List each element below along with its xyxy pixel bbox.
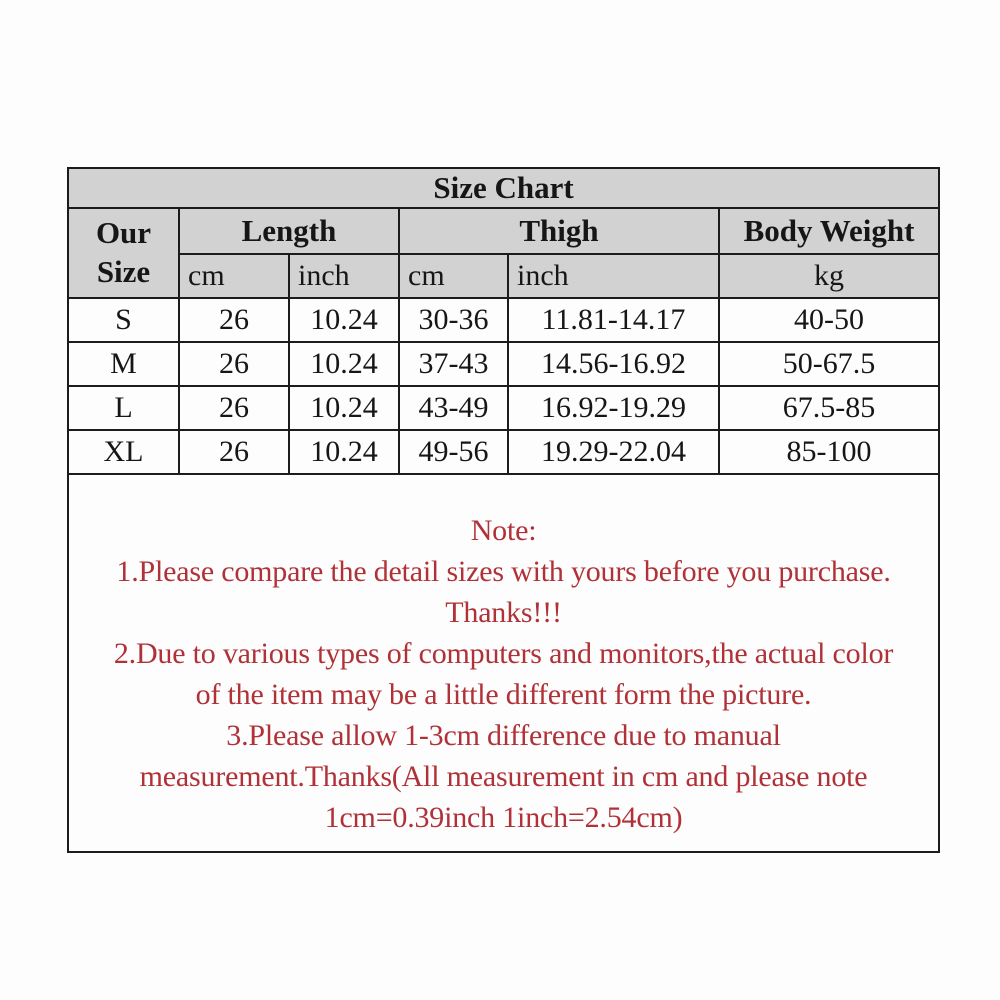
table-unit-header-row (68, 254, 939, 298)
size-chart-table (67, 167, 940, 853)
note-line: 1.Please compare the detail sizes with yours before you purchase. (116, 555, 891, 588)
header-thigh: Thigh (399, 208, 719, 254)
cell-body-weight: 67.5-85 (719, 386, 939, 430)
cell-body-weight: 50-67.5 (719, 342, 939, 386)
unit-thigh-inch: inch (508, 254, 719, 298)
header-length: Length (179, 208, 399, 254)
table-group-header-row (68, 208, 939, 254)
note-text-block (69, 488, 938, 838)
cell-size: M (68, 342, 179, 386)
cell-thigh-cm: 37-43 (399, 342, 508, 386)
header-our-size: Our Size (68, 208, 179, 298)
cell-length-cm: 26 (179, 386, 289, 430)
cell-body-weight: 40-50 (719, 298, 939, 342)
cell-thigh-inch: 14.56-16.92 (508, 342, 719, 386)
unit-length-cm: cm (179, 254, 289, 298)
note-heading: Note: (470, 514, 537, 547)
cell-length-cm: 26 (179, 298, 289, 342)
cell-thigh-inch: 11.81-14.17 (508, 298, 719, 342)
cell-size: S (68, 298, 179, 342)
cell-thigh-cm: 49-56 (399, 430, 508, 474)
cell-thigh-cm: 30-36 (399, 298, 508, 342)
table-row-m (68, 342, 939, 386)
table-row-l (68, 386, 939, 430)
size-chart-title: Size Chart (68, 168, 939, 208)
cell-length-inch: 10.24 (289, 298, 399, 342)
note-line: 1cm=0.39inch 1inch=2.54cm) (324, 801, 683, 834)
cell-length-inch: 10.24 (289, 386, 399, 430)
note-line: 3.Please allow 1-3cm difference due to manual (226, 719, 781, 752)
table-row-s (68, 298, 939, 342)
cell-thigh-cm: 43-49 (399, 386, 508, 430)
note-line: 2.Due to various types of computers and monitors,the actual color (113, 637, 894, 670)
cell-length-inch: 10.24 (289, 342, 399, 386)
table-title-row (68, 168, 939, 208)
cell-size: XL (68, 430, 179, 474)
unit-thigh-cm: cm (399, 254, 508, 298)
cell-body-weight: 85-100 (719, 430, 939, 474)
note-line: Thanks!!! (445, 596, 562, 629)
header-body-weight: Body Weight (719, 208, 939, 254)
cell-thigh-inch: 19.29-22.04 (508, 430, 719, 474)
note-section (68, 474, 939, 852)
cell-length-cm: 26 (179, 430, 289, 474)
cell-length-cm: 26 (179, 342, 289, 386)
note-line: measurement.Thanks(All measurement in cm and please note (139, 760, 868, 793)
cell-length-inch: 10.24 (289, 430, 399, 474)
unit-length-inch: inch (289, 254, 399, 298)
note-line: of the item may be a little different form the picture. (195, 678, 812, 711)
table-row-xl (68, 430, 939, 474)
unit-weight-kg: kg (719, 254, 939, 298)
note-row (68, 474, 939, 852)
cell-size: L (68, 386, 179, 430)
cell-thigh-inch: 16.92-19.29 (508, 386, 719, 430)
